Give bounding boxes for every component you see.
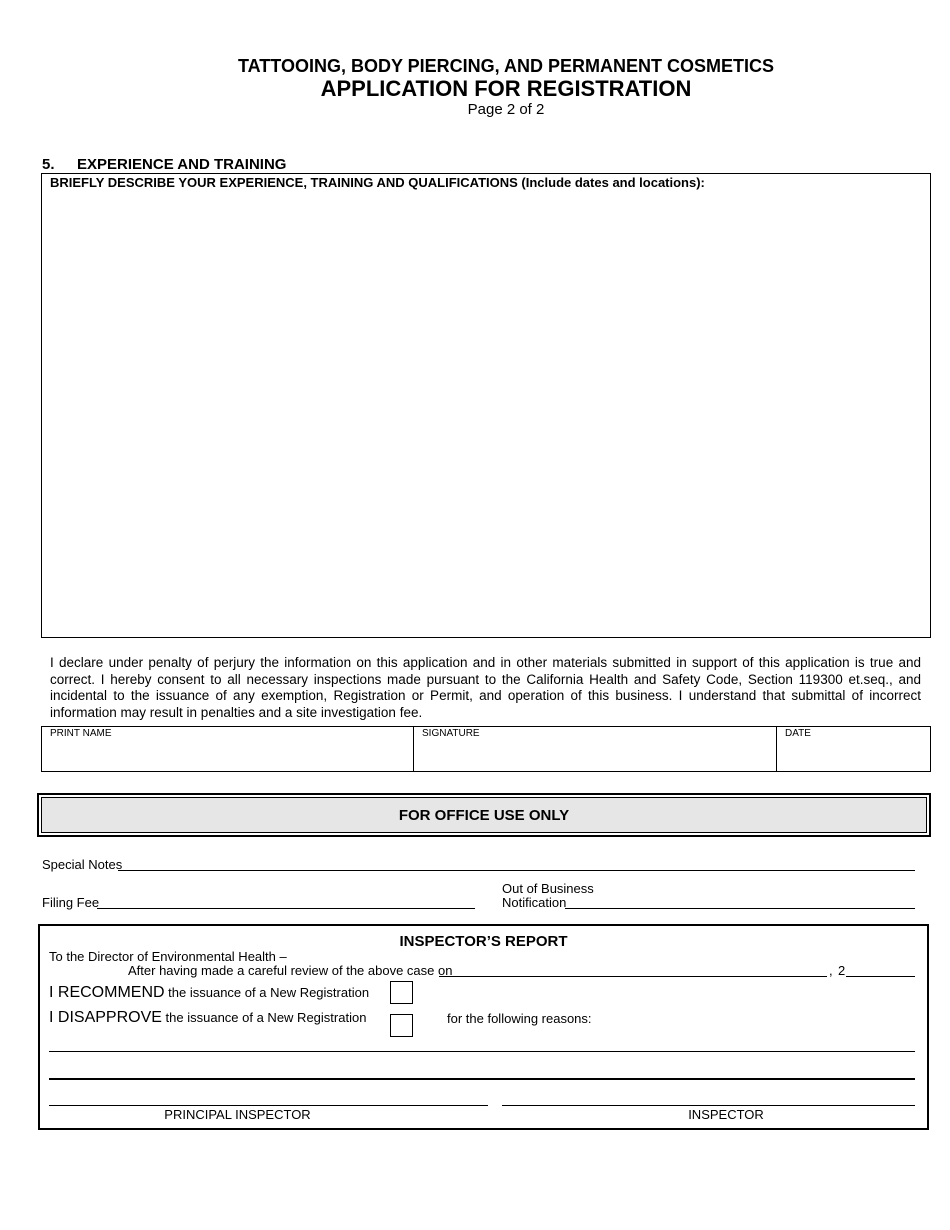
declaration-text: I declare under penalty of perjury the information on this application and in other materials submitted in support of this application is true and correct. I hereby consent to all necessary inspections made pursuant to the California Health and Safety Code, Section 119300 et.seq., and incidental to the issuance of any exemption, Registration or Permit, and operation of this business. I understand that submittal of incorrect information may result in penalties and a site investigation fee. — [50, 655, 921, 720]
filing-fee-line[interactable] — [97, 908, 475, 909]
inspector-signature-line[interactable] — [502, 1105, 915, 1106]
section-5-heading — [42, 156, 286, 173]
office-use-banner — [37, 793, 931, 837]
reasons-line-1[interactable] — [49, 1051, 915, 1052]
special-notes-label: Special Notes — [42, 857, 123, 872]
special-notes-line[interactable] — [118, 870, 915, 871]
print-name-field[interactable] — [42, 727, 413, 771]
review-date-line[interactable] — [439, 976, 827, 977]
signature-label: SIGNATURE — [422, 728, 480, 739]
reasons-line-2[interactable] — [49, 1078, 915, 1080]
oob-notification-line[interactable] — [565, 908, 915, 909]
inspector-report-title: INSPECTOR’S REPORT — [399, 933, 568, 950]
review-line-label: After having made a careful review of the above case on — [128, 963, 453, 978]
to-director-line: To the Director of Environmental Health – — [49, 949, 287, 964]
recommend-text — [49, 984, 369, 1002]
recommend-rest: the issuance of a New Registration — [164, 985, 370, 1000]
page-number: Page 2 of 2 — [467, 101, 545, 118]
disapprove-word: I DISAPPROVE — [49, 1009, 162, 1026]
principal-inspector-signature-line[interactable] — [49, 1105, 488, 1106]
signature-row — [41, 726, 931, 772]
disapprove-checkbox[interactable] — [390, 1014, 413, 1037]
reasons-label: for the following reasons: — [447, 1011, 592, 1026]
filing-fee-label: Filing Fee — [42, 895, 100, 910]
disapprove-rest: the issuance of a New Registration — [161, 1010, 367, 1025]
print-name-label: PRINT NAME — [50, 728, 112, 739]
section-number: 5. — [42, 156, 55, 173]
year-prefix: 2 — [838, 963, 846, 978]
oob-label-line1: Out of Business — [502, 881, 594, 896]
form-title-line2: APPLICATION FOR REGISTRATION — [320, 76, 692, 101]
principal-inspector-label: PRINCIPAL INSPECTOR — [164, 1107, 311, 1122]
section-title: EXPERIENCE AND TRAINING — [77, 156, 287, 173]
signature-field[interactable] — [413, 727, 776, 771]
form-title-line1: TATTOOING, BODY PIERCING, AND PERMANENT COSMETICS — [237, 56, 775, 76]
date-label: DATE — [785, 728, 811, 739]
year-line[interactable] — [846, 976, 915, 977]
experience-box-heading: BRIEFLY DESCRIBE YOUR EXPERIENCE, TRAINING AND QUALIFICATIONS (Include dates and locations): — [50, 175, 705, 190]
office-use-title: FOR OFFICE USE ONLY — [398, 807, 570, 824]
recommend-word: I RECOMMEND — [49, 984, 165, 1001]
disapprove-text — [49, 1009, 366, 1027]
inspector-label: INSPECTOR — [688, 1107, 764, 1122]
experience-textarea[interactable] — [41, 173, 931, 638]
review-comma: , — [829, 963, 833, 978]
date-field[interactable] — [776, 727, 930, 771]
recommend-checkbox[interactable] — [390, 981, 413, 1004]
oob-label-line2: Notification — [502, 895, 567, 910]
